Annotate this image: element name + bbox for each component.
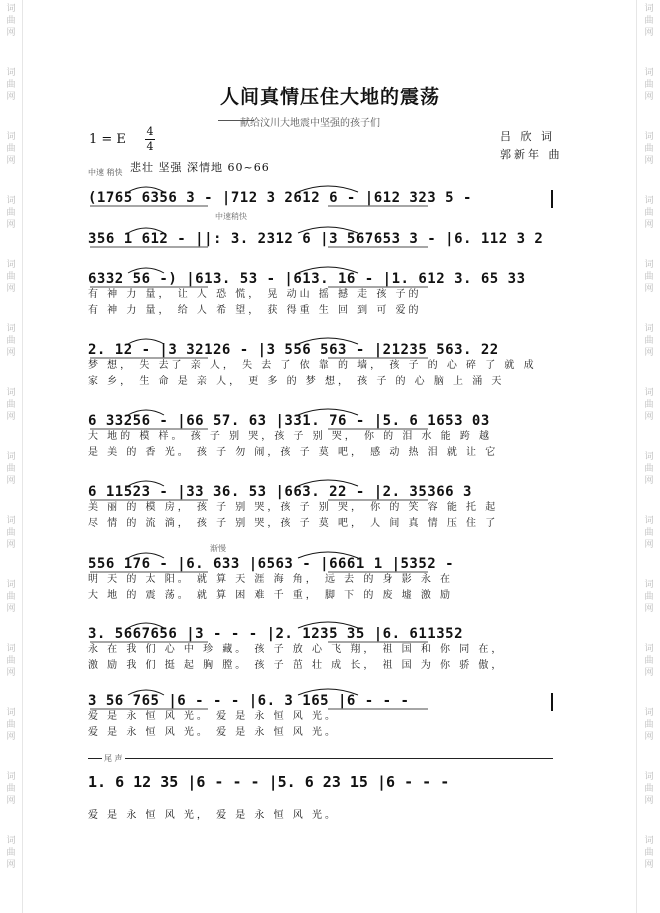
watermark-left bbox=[2, 0, 20, 913]
watermark-char: 曲 bbox=[644, 528, 654, 538]
watermark-char: 曲 bbox=[644, 464, 654, 474]
watermark-char: 曲 bbox=[644, 208, 654, 218]
lyric-verse-2: 激 励 我 们 挺 起 胸 膛。 孩 子 茁 壮 成 长， 祖 国 为 你 骄 傲， bbox=[88, 660, 505, 671]
watermark-char: 词 bbox=[6, 516, 16, 526]
watermark-char: 网 bbox=[6, 476, 16, 486]
watermark-char: 词 bbox=[644, 516, 654, 526]
watermark-char: 词 bbox=[6, 452, 16, 462]
watermark-char: 词 bbox=[6, 836, 16, 846]
watermark-char: 词 bbox=[644, 68, 654, 78]
watermark-char: 网 bbox=[644, 220, 654, 230]
watermark-char: 词 bbox=[644, 836, 654, 846]
tempo-marking-small: 中速 稍快 bbox=[88, 168, 123, 177]
watermark-char: 网 bbox=[6, 668, 16, 678]
watermark-char: 网 bbox=[644, 540, 654, 550]
key-signature: 1 = E bbox=[89, 132, 126, 147]
watermark-char: 词 bbox=[644, 580, 654, 590]
watermark-char: 曲 bbox=[644, 720, 654, 730]
watermark-char: 词 bbox=[6, 132, 16, 142]
coda-notation: 1. 6 12 35 |6 - - - |5. 6 23 15 |6 - - - bbox=[88, 773, 450, 791]
watermark-char: 曲 bbox=[6, 208, 16, 218]
time-signature-top: 4 bbox=[146, 125, 154, 138]
watermark-char: 网 bbox=[644, 412, 654, 422]
watermark-char: 网 bbox=[644, 476, 654, 486]
watermark-char: 词 bbox=[644, 196, 654, 206]
lyric-verse-2: 家 乡， 生 命 是 亲 人， 更 多 的 梦 想， 孩 子 的 心 脑 上 涌 天 bbox=[88, 376, 505, 387]
composer-credit: 郭新年 曲 bbox=[500, 148, 563, 161]
watermark-char: 词 bbox=[644, 388, 654, 398]
lyric-verse-1: 美 丽 的 模 房， 孩 子 别 哭，孩 子 别 哭， 你 的 笑 容 能 托 起 bbox=[88, 502, 499, 513]
song-subtitle: 献给汶川大地震中坚强的孩子们 bbox=[240, 118, 380, 129]
watermark-char: 曲 bbox=[6, 80, 16, 90]
watermark-char: 网 bbox=[644, 92, 654, 102]
watermark-char: 词 bbox=[6, 324, 16, 334]
watermark-char: 词 bbox=[6, 708, 16, 718]
score-notation: 356 1 612 - ||: 3. 2312 6 |3 567653 3 - |6. 112 3 2 bbox=[88, 231, 544, 247]
lyricist-credit: 吕 欣 词 bbox=[500, 130, 555, 143]
watermark-char: 曲 bbox=[644, 400, 654, 410]
lyric-verse-2: 大 地 的 震 荡。 就 算 困 难 千 重， 脚 下 的 废 墟 激 励 bbox=[88, 590, 454, 601]
watermark-char: 网 bbox=[6, 284, 16, 294]
score-notation: 6 11523 - |33 36. 53 |663. 22 - |2. 35366 3 bbox=[88, 484, 472, 500]
time-signature bbox=[145, 126, 155, 153]
watermark-char: 网 bbox=[6, 860, 16, 870]
watermark-char: 曲 bbox=[6, 16, 16, 26]
watermark-char: 词 bbox=[6, 580, 16, 590]
coda-lyrics: 爱 是 永 恒 风 光， 爱 是 永 恒 风 光。 bbox=[88, 810, 338, 821]
watermark-char: 曲 bbox=[644, 784, 654, 794]
watermark-char: 网 bbox=[644, 604, 654, 614]
lyric-verse-1: 爱 是 永 恒 风 光。 爱 是 永 恒 风 光。 bbox=[88, 711, 338, 722]
watermark-char: 曲 bbox=[644, 144, 654, 154]
lyric-verse-2: 有 神 力 量， 给 人 希 望， 获 得重 生 回 到 可 爱的 bbox=[88, 305, 422, 316]
watermark-char: 词 bbox=[644, 324, 654, 334]
watermark-char: 词 bbox=[6, 260, 16, 270]
watermark-char: 曲 bbox=[6, 400, 16, 410]
watermark-char: 网 bbox=[644, 860, 654, 870]
score-notation: 6 33256 - |66 57. 63 |331. 76 - |5. 6 1653 03 bbox=[88, 413, 490, 429]
lyric-verse-1: 有 神 力 量， 让 人 恐 慌， 晃 动山 摇 撼 走 孩 子的 bbox=[88, 289, 422, 300]
right-margin-line bbox=[636, 0, 637, 913]
watermark-char: 词 bbox=[644, 452, 654, 462]
watermark-char: 网 bbox=[644, 156, 654, 166]
watermark-char: 网 bbox=[6, 604, 16, 614]
watermark-char: 曲 bbox=[644, 272, 654, 282]
watermark-char: 曲 bbox=[6, 464, 16, 474]
ritardando-note: 渐慢 bbox=[210, 544, 226, 553]
score-notation: 6332 56 -) |613. 53 - |613. 16 - |1. 612 3. 65 33 bbox=[88, 271, 526, 287]
performance-marking: 悲壮 坚强 深情地 60~66 bbox=[130, 161, 270, 174]
watermark-char: 网 bbox=[6, 92, 16, 102]
time-signature-bottom: 4 bbox=[146, 140, 154, 153]
watermark-char: 曲 bbox=[644, 336, 654, 346]
watermark-char: 词 bbox=[6, 644, 16, 654]
coda-label: 尾 声 bbox=[104, 754, 123, 763]
watermark-char: 词 bbox=[644, 260, 654, 270]
watermark-char: 曲 bbox=[6, 336, 16, 346]
watermark-char: 网 bbox=[644, 28, 654, 38]
watermark-char: 曲 bbox=[644, 80, 654, 90]
score-notation: 3. 5667656 |3 - - - |2. 1235 35 |6. 611352 bbox=[88, 626, 464, 642]
watermark-char: 网 bbox=[6, 732, 16, 742]
watermark-char: 词 bbox=[644, 4, 654, 14]
score-notation: 2. 12 - |3 32126 - |3 556 563 - |21235 563. 22 bbox=[88, 342, 499, 358]
watermark-char: 曲 bbox=[6, 720, 16, 730]
watermark-char: 网 bbox=[644, 732, 654, 742]
watermark-char: 网 bbox=[644, 284, 654, 294]
score-notation: 3 56 765 |6 - - - |6. 3 165 |6 - - - bbox=[88, 693, 410, 709]
watermark-char: 词 bbox=[644, 708, 654, 718]
watermark-right bbox=[640, 0, 658, 913]
watermark-char: 曲 bbox=[6, 144, 16, 154]
lyric-verse-2: 尽 情 的 流 淌， 孩 子 别 哭，孩 子 莫 吧， 人 间 真 情 压 住 了 bbox=[88, 518, 499, 529]
lyric-verse-1: 梦 想， 失 去了 亲 人， 失 去 了 依 靠 的 墙， 孩 子 的 心 碎 了 就 成 bbox=[88, 360, 537, 371]
watermark-char: 词 bbox=[644, 132, 654, 142]
coda-rule bbox=[88, 758, 553, 759]
watermark-char: 曲 bbox=[6, 784, 16, 794]
watermark-char: 网 bbox=[6, 220, 16, 230]
watermark-char: 网 bbox=[6, 412, 16, 422]
watermark-char: 词 bbox=[6, 4, 16, 14]
watermark-char: 网 bbox=[6, 796, 16, 806]
left-margin-line bbox=[22, 0, 23, 913]
watermark-char: 曲 bbox=[6, 528, 16, 538]
watermark-char: 网 bbox=[644, 348, 654, 358]
lyric-verse-2: 爱 是 永 恒 风 光。 爱 是 永 恒 风 光。 bbox=[88, 727, 338, 738]
watermark-char: 词 bbox=[6, 196, 16, 206]
watermark-char: 曲 bbox=[644, 16, 654, 26]
watermark-char: 网 bbox=[644, 796, 654, 806]
song-title: 人间真情压住大地的震荡 bbox=[219, 86, 440, 108]
watermark-char: 曲 bbox=[6, 592, 16, 602]
watermark-char: 曲 bbox=[6, 272, 16, 282]
watermark-char: 曲 bbox=[6, 848, 16, 858]
watermark-char: 曲 bbox=[6, 656, 16, 666]
watermark-char: 网 bbox=[6, 156, 16, 166]
watermark-char: 曲 bbox=[644, 848, 654, 858]
watermark-char: 词 bbox=[6, 68, 16, 78]
lyric-verse-1: 明 天 的 太 阳。 就 算 天 涯 海 角， 远 去 的 身 影 永 在 bbox=[88, 574, 454, 585]
watermark-char: 曲 bbox=[644, 592, 654, 602]
watermark-char: 网 bbox=[644, 668, 654, 678]
watermark-char: 网 bbox=[6, 348, 16, 358]
watermark-char: 词 bbox=[6, 772, 16, 782]
score-notation: (1765 6356 3 - |712 3 2612 6 - |612 323 5 - bbox=[88, 190, 472, 206]
score-notation: 556 176 - |6. 633 |6563 - |6661 1 |5352 - bbox=[88, 556, 455, 572]
lyric-verse-1: 大 地的 模 样。 孩 子 别 哭，孩 子 别 哭， 你 的 泪 水 能 跨 越 bbox=[88, 431, 493, 442]
watermark-char: 词 bbox=[644, 644, 654, 654]
lyric-verse-1: 永 在 我 们 心 中 珍 藏。 孩 子 放 心 飞 翔， 祖 国 和 你 同 在， bbox=[88, 644, 505, 655]
section-tempo-note: 中速稍快 bbox=[215, 212, 247, 221]
watermark-char: 网 bbox=[6, 540, 16, 550]
lyric-verse-2: 是 美 的 香 光。 孩 子 勿 闹，孩 子 莫 吧， 感 动 热 泪 就 让 它 bbox=[88, 447, 499, 458]
watermark-char: 网 bbox=[6, 28, 16, 38]
watermark-char: 词 bbox=[644, 772, 654, 782]
watermark-char: 曲 bbox=[644, 656, 654, 666]
watermark-char: 词 bbox=[6, 388, 16, 398]
